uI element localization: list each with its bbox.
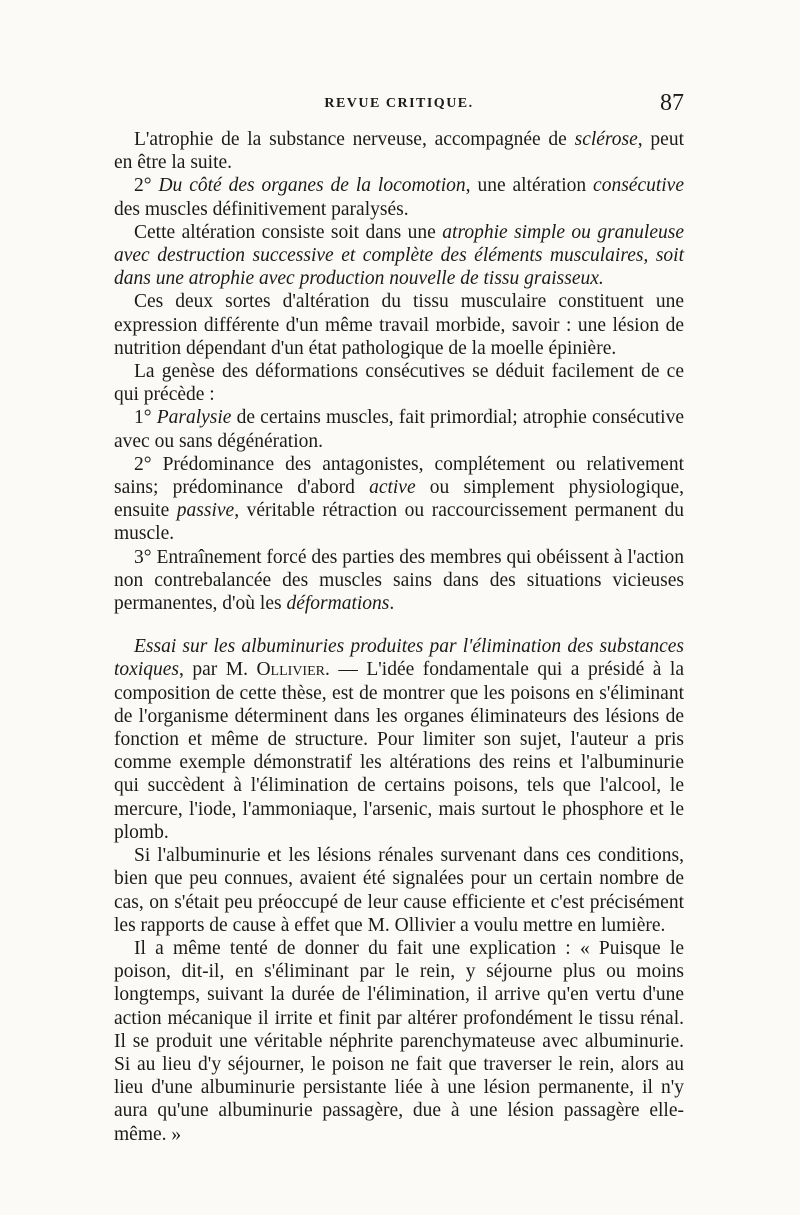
paragraph: Si l'albuminurie et les lésions rénales survenant dans ces conditions, bien que peu connues, avaient été signalées pour un certain nombre de cas, on s'était peu préoccupé de leur cause efficiente et c'est précisément les rapports de cause à effet que M. Ollivier a voulu mettre en lumière.: [114, 845, 684, 936]
paragraph: La genèse des déformations consécutives se déduit facilement de ce qui précède :: [114, 361, 684, 406]
paragraph: 1° Paralysie de certains muscles, fait primordial; atrophie consécutive avec ou sans dégénération.: [114, 407, 684, 452]
paragraph: L'atrophie de la substance nerveuse, accompagnée de sclérose, peut en être la suite.: [114, 129, 685, 174]
paragraph: 3° Entraînement forcé des parties des membres qui obéissent à l'action non contrebalancée des muscles sains dans des situations vicieuses permanentes, d'où les déformations.: [114, 546, 684, 615]
author-name: Ollivier: [256, 659, 325, 681]
review-title: Essai sur les albuminuries produites par l'élimination des substances toxiques: [114, 636, 684, 681]
paragraph: 2° Prédominance des antagonistes, complétement ou relativement sains; prédominance d'abord active ou simplement physiologique, ensuite passive, véritable rétraction ou raccourcissement permanent du muscle.: [114, 453, 685, 545]
paragraph: Il a même tenté de donner du fait une explication : « Puisque le poison, dit-il, en s'éliminant par le rein, y séjourne plus ou moins longtemps, suivant la durée de l'élimination, il arrive qu'en vertu d'une action mécanique il irrite et finit par altérer profondément le tissu rénal. Il se produit une véritable néphrite parenchymateuse avec albuminurie. Si au lieu d'y séjourner, le poison ne fait que traverser le rein, alors au lieu d'une albuminurie persistante liée à une lésion permanente, il n'y aura qu'une albuminurie passagère, due à une lésion passagère elle-même. »: [114, 937, 684, 1145]
paragraph: Cette altération consiste soit dans une atrophie simple ou granuleuse avec destruction successive et complète des éléments musculaires, soit dans une atrophie avec production nouvelle de tissu graisseux.: [114, 221, 685, 290]
running-title: REVUE CRITIQUE.: [324, 96, 474, 111]
paragraph: Ces deux sortes d'altération du tissu musculaire constituent une expression différente d'un même travail morbide, savoir : une lésion de nutrition dépendant d'un état pathologique de la moelle épinière.: [114, 291, 684, 359]
review-entry: Essai sur les albuminuries produites par l'élimination des substances toxiques, par M. Ollivier. — L'idée fondamentale qui a présidé à la composition de cette thèse, est de montrer que les poisons en s'éliminant de l'organisme déterminent dans les organes éliminateurs des lésions de fonction et même de structure. Pour limiter son sujet, l'auteur a pris comme exemple démonstratif les altérations des reins et l'albuminurie qui succèdent à l'élimination de certains poisons, tels que l'alcool, le mercure, l'iode, l'ammoniaque, l'arsenic, mais surtout le phosphore et le plomb.: [114, 636, 684, 843]
page-header: [114, 90, 684, 124]
page-number: 87: [660, 90, 684, 116]
paragraph: 2° Du côté des organes de la locomotion, une altération consécutive des muscles définitivement paralysés.: [114, 175, 684, 220]
body-text: [114, 128, 684, 1146]
